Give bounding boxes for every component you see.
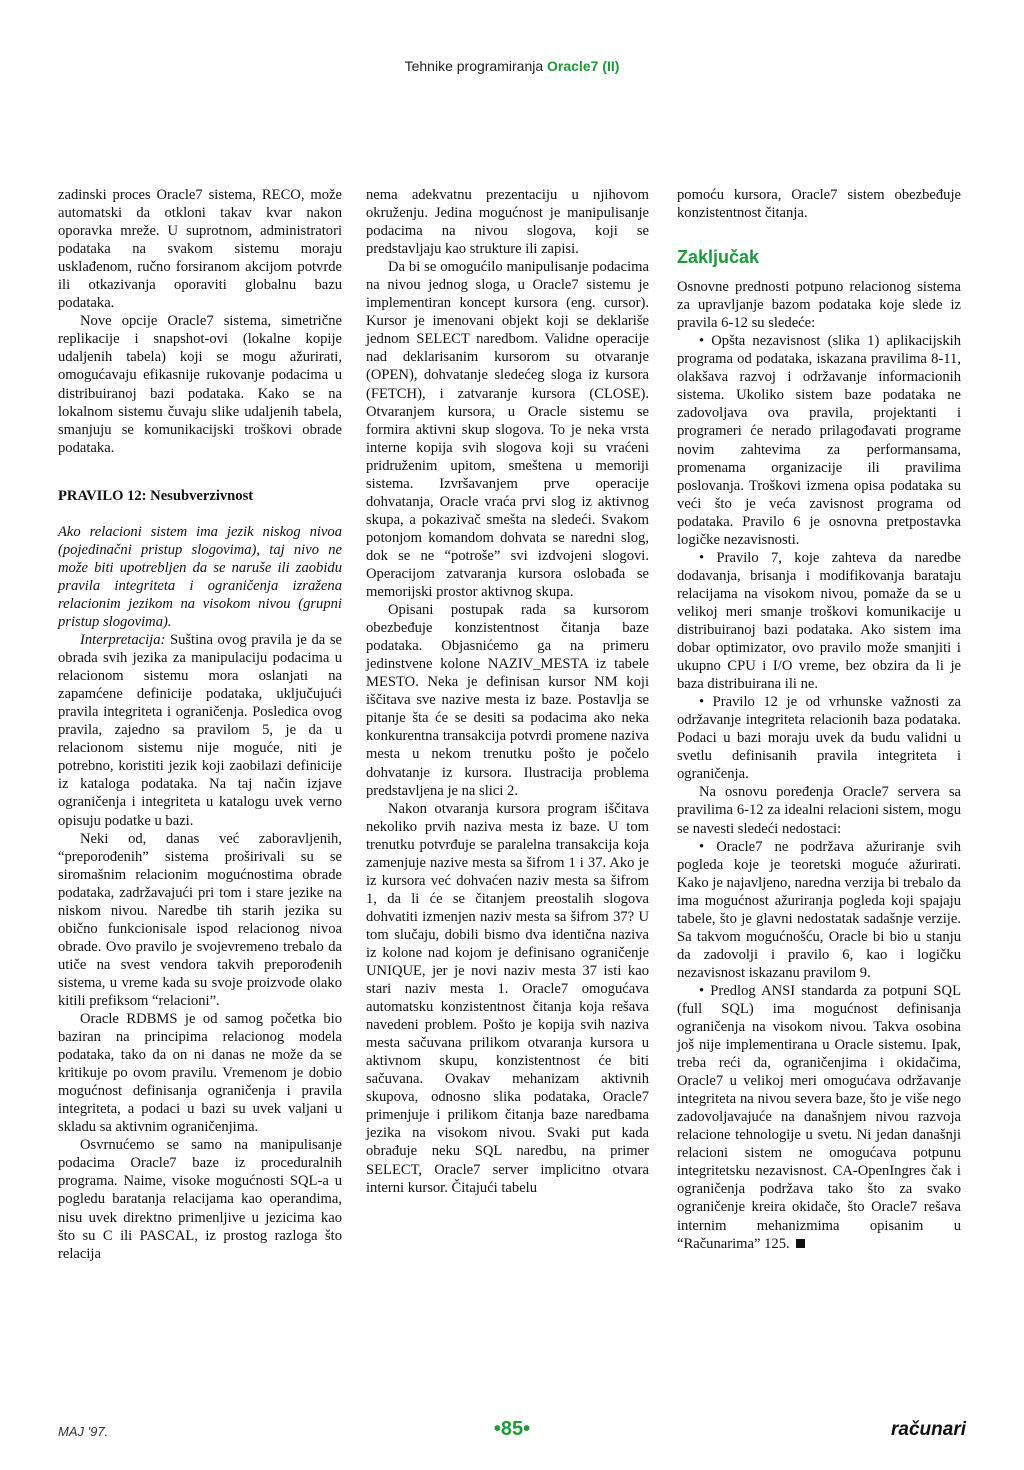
interpretation-text: Suština ovog pravila je da se obrada svih jezika za manipulaciju podacima u relacionom sistemu mora oslanjati na zapamćene definicije podataka, uključujući pravila integriteta i ograničenja. Posledica ovog pravila, zajedno sa pravilom 5, je da u relacionom sistemu nije moguće, niti je potrebno, koristiti jezik koji zaobilazi definicije iz kataloga podataka. Na taj način izjave ograničenja i integriteta u katalogu uvek verno opisuju podatke u bazi. [58, 632, 342, 829]
bullet-item: • Pravilo 7, koje zahteva da naredbe dodavanja, brisanja i modifikovanja barataju relacijama na visokom nivou, pomaže da se u velikoj meri smanje troškovi komunikacije u distribuiranoj bazi podataka. Ako sistem ima dobar optimizator, ovo pravilo može smanjiti i ukupno CPU i I/O vreme, bez obzira da li je baza distribuirana ili ne. [677, 549, 961, 693]
end-mark-icon [796, 1239, 805, 1248]
paragraph: Oracle RDBMS je od samog početka bio baziran na principima relacionog modela podataka, tako da on ni danas ne može da se kritikuje po ovom pravilu. Vremenom je dobio mogućnost definisanja ograničenja i pravila integriteta, a podaci u bazi su uvek valjani u skladu sa aktivnim ograničenjima. [58, 1011, 342, 1136]
paragraph: Da bi se omogućilo manipulisanje podacima na nivou jednog sloga, u Oracle7 sistemu je implementiran koncept kursora (eng. cursor). Kursor je imenovani objekt koji se deklariše jednom SELECT naredbom. Validne operacije nad deklarisanim kursorom su otvaranje (OPEN), dohvatanje sledećeg sloga iz kursora (FETCH), i zatvaranje kursora (CLOSE). Otvaranjem kursora, u Oracle sistemu se formira aktivni skup slogova. To je neka vrsta interne kopija svih slogova koji su vraćeni pridruženim upitom, smeštena u memoriji sistema. Izvršavanjem prve operacije dohvatanja, Oracle vraća prvi slog iz aktivnog skupa, a pokazivač smešta na sledeći. Svakom potonjom komandom dohvata se naredni slog, dok se ne “potroše” svi izdvojeni slogovi. Operacijom zatvaranja kursora oslobađa se memorijski prostor aktivnog skupa. [366, 259, 649, 601]
paragraph: pomoću kursora, Oracle7 sistem obezbeđuje konzistentnost čitanja. [677, 187, 961, 222]
bullet-item: • Pravilo 12 je od vrhunske važnosti za održavanje integriteta relacionih baza podataka. Podaci u bazi moraju uvek da budu validni u svetlu definisanih pravila integriteta i ograničenja. [677, 694, 961, 783]
page-number: •85• [493, 1418, 531, 1440]
rule-statement: Ako relacioni sistem ima jezik niskog nivoa (pojedinačni pristup slogovima), taj nivo ne može biti upotrebljen da se naruše ili zaobidu pravila integriteta i ograničenja izražena relacionim jezikom na visokom nivou (grupni pristup slogovima). [58, 523, 342, 630]
column-1 [58, 186, 342, 1263]
paragraph: Nove opcije Oracle7 sistema, simetrične replikacije i snapshot-ovi (lokalne kopije udaljenih tabela) koji se mogu ažurirati, omogućavaju efikasnije rukovanje podacima u distribuiranoj bazi podataka. Kako se na lokalnom sistemu čuvaju slike udaljenih tabela, smanjuju se komunikacijski troškovi obrade podataka. [58, 313, 342, 456]
bullet-item: • Opšta nezavisnost (slika 1) aplikacijskih programa od podataka, iskazana pravilima 8-11, olakšava razvoj i održavanje informacionih sistema. Ukoliko sistem baze podataka ne zadovoljava ova pravila, projektanti i programeri će nerado prilagođavati programe novim zahtevima za performansama, promenama organizacije ili pravilima poslovanja. Troškovi izmena opisa podataka su veći što je veća zavisnost programa od podataka. Pravilo 6 je osnovna pretpostavka logičke nezavisnosti. [677, 333, 961, 548]
paragraph: Neki od, danas već zaboravljenih, “preporođenih” sistema proširivali su se siromašnim relacionim mogućnostima obrade podataka, zadržavajući pri tom i stare jezike na niskom nivou. Naredbe tih starih jezika su obično funkcionisale ispod relacionog nivoa obrade. Ovo pravilo je svojevremeno trebalo da utiče na svest vendora takvih preporođenih sistema, u vreme kada su svoje proizvode olako kitili prefiksom “relacioni”. [58, 830, 342, 1009]
paragraph: nema adekvatnu prezentaciju u njihovom okruženju. Jedina mogućnost je manipulisanje podacima na nivou slogova, koji se predstavljaju kao strukture ili zapisi. [366, 187, 649, 258]
rule-title: PRAVILO 12: Nesubverzivnost [58, 487, 254, 504]
paragraph: Na osnovu poređenja Oracle7 servera sa pravilima 6-12 za idealni relacioni sistem, mogu se navesti sledeći nedostaci: [677, 784, 961, 837]
paragraph: Nakon otvaranja kursora program iščitava nekoliko prvih naziva mesta iz baze. U tom trenutku potvrđuje se paralelna transakcija koja zamenjuje nazive mesta sa šifrom 1 i 37. Ako je iz kursora već dohvaćen naziv mesta sa šifrom 1, da li će se čitanjem preostalih slogova dohvatiti izmenjen naziv mesta sa šifrom 37? U tom slučaju, dobili bismo dva identična naziva iz kolone nad kojom je definisano ograničenje UNIQUE, jer je novi naziv mesta 37 isti kao stari naziv mesta 1. Oracle7 omogućava automatsku konzistentnost čitanja koja rešava navedeni problem. Pošto je kopija svih naziva mesta sačuvana prilikom otvaranja kursora u aktivnom skupu, konzistentnost će biti sačuvana. Ovakav mehanizam aktivnih skupova, odnosno slika podataka, Oracle7 primenjuje i prilikom čitanja baze naredbama jezika na visokom nivou. Svaki put kada obrađuje neku SQL naredbu, na primer SELECT, Oracle7 server implicitno otvara interni kursor. Čitajući tabelu [366, 800, 649, 1196]
column-2 [366, 186, 649, 1197]
paragraph: Osvrnućemo se samo na manipulisanje podacima Oracle7 baze iz proceduralnih programa. Naime, visoke mogućnosti SQL-a u pogledu baratanja relacijama kao operandima, nisu uvek direktno primenljive u jezicima kao što su C ili PASCAL, iz prostog razloga što relacija [58, 1137, 342, 1262]
paragraph: Opisani postupak rada sa kursorom obezbeđuje konzistentnost čitanja baze podataka. Objasnićemo ga na primeru jedinstvene kolone NAZIV_MESTA iz tabele MESTO. Neka je definisan kursor NM koji iščitava sve nazive mesta iz baze. Postavlja se pitanje šta će se desiti sa podacima ako neka konkurentna transakcija potvrdi promene naziva mesta u nekom trenutku pošto je počelo dohvatanje iz kursora. Ilustracija problema predstavljena je na slici 2. [366, 602, 649, 799]
section-heading: Zaključak [677, 247, 760, 268]
magazine-logo: računari [891, 1419, 966, 1440]
paragraph: zadinski proces Oracle7 sistema, RECO, može automatski da otkloni takav kvar nakon oporavka mreže. U suprotnom, administratori podataka na svakom sistemu moraju usklađenom, ručno forsiranom akcijom potvrde ili otkazivanja oporaviti globalnu bazu podataka. [58, 187, 342, 312]
interpretation-label: Interpretacija: [80, 632, 166, 649]
paragraph [58, 631, 342, 830]
bullet-item: • Oracle7 ne podržava ažuriranje svih pogleda koje je teoretski moguće ažurirati. Kako je najavljeno, naredna verzija bi trebalo da ima mogućnost ažuriranja pogleda koji spajaju tabele, što je glavni nedostatak sadašnje verzije. Sa takvom mogućnošću, Oracle bi bio u stanju da zadovolji i pravilo 6, kao i logičku nezavisnost iskazanu pravilom 9. [677, 838, 961, 981]
header-accent: Oracle7 (II) [547, 58, 620, 74]
running-header [0, 58, 1024, 74]
column-3 [677, 186, 961, 1253]
paragraph: Osnovne prednosti potpuno relacionog sistema za upravljanje bazom podataka koje slede iz pravila 6-12 su sledeće: [677, 279, 961, 332]
bullet-text: • Predlog ANSI standarda za potpuni SQL (full SQL) ima mogućnost definisanja ograničenja na visokom nivou. Takva osobina još nije implementirana u Oracle sistemu. Ipak, treba reći da, ograničenjima i okidačima, Oracle7 u velikoj meri omogućava održavanje integriteta na nivou severa baze, što je više nego zadovoljavajuće na današnjem nivou razvoja relacione tehnologije u svetu. Ni jedan današnji relacioni sistem ne omogućava potpunu integritetsku nezavisnost. CA-OpenIngres čak i ograničenja podržava tako što za svako ograničenje kreira okidače, što Oracle7 rešava internim mehanizmima opisanim u “Računarima” 125. [677, 982, 961, 1252]
header-text: Tehnike programiranja [404, 58, 548, 74]
issue-date: MAJ '97. [58, 1424, 109, 1439]
bullet-item [677, 982, 961, 1253]
